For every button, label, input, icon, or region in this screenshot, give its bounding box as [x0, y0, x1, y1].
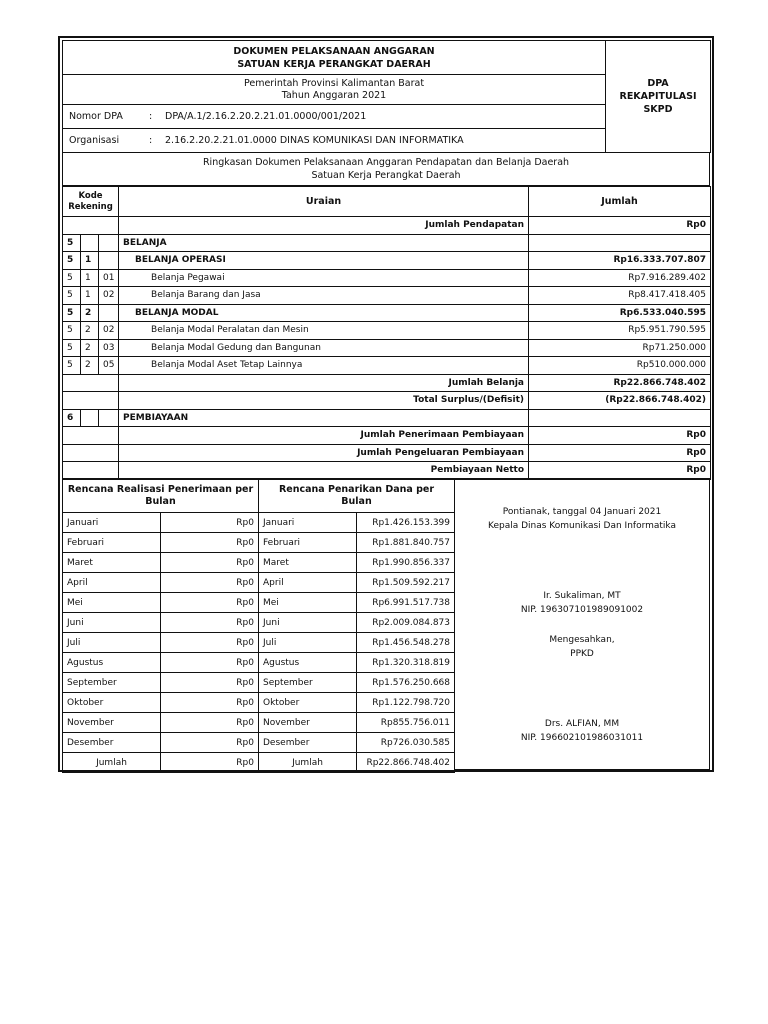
approver-name: Drs. ALFIAN, MM	[544, 719, 620, 729]
kode-2-cell: 1	[81, 269, 99, 287]
jumlah-cell: Rp71.250.000	[529, 339, 711, 357]
month-cell: April	[63, 573, 161, 593]
government-info	[63, 75, 606, 105]
table-row	[63, 613, 455, 633]
nomor-dpa-value: DPA/A.1/2.16.2.20.2.21.01.0000/001/2021	[165, 111, 367, 122]
month-cell: Agustus	[259, 653, 357, 673]
summary-title	[62, 152, 710, 186]
table-row	[63, 673, 455, 693]
uraian-cell: Jumlah Belanja	[119, 374, 529, 392]
table-row	[63, 287, 711, 305]
fiscal-year: Tahun Anggaran 2021	[281, 89, 387, 101]
kode-3-cell: 05	[99, 357, 119, 375]
penarikan-value-cell: Rp2.009.084.873	[357, 613, 455, 633]
kode-2-cell: 2	[81, 339, 99, 357]
document-title	[63, 41, 606, 75]
kode-cell	[63, 374, 119, 392]
kode-2-cell: 2	[81, 357, 99, 375]
approver-nip: NIP. 196602101986031011	[520, 733, 644, 743]
month-cell: Juni	[259, 613, 357, 633]
side-line-2: REKAPITULASI	[619, 91, 697, 102]
table-row	[63, 234, 711, 252]
kode-2-cell: 1	[81, 287, 99, 305]
jumlah-cell: Rp16.333.707.807	[529, 252, 711, 270]
uraian-cell: Belanja Modal Gedung dan Bangunan	[119, 339, 529, 357]
penarikan-value-cell: Rp1.881.840.757	[357, 533, 455, 553]
month-cell: Maret	[259, 553, 357, 573]
penarikan-value-cell: Rp1.456.548.278	[357, 633, 455, 653]
realisasi-value-cell: Rp0	[161, 593, 259, 613]
kode-1-cell: 5	[63, 269, 81, 287]
kode-1-cell: 5	[63, 234, 81, 252]
approval-label: Mengesahkan,	[549, 635, 615, 645]
kode-1-cell: 5	[63, 339, 81, 357]
kode-2-cell: 2	[81, 304, 99, 322]
table-row	[63, 392, 711, 410]
kode-3-cell: 03	[99, 339, 119, 357]
side-line-1: DPA	[647, 78, 669, 89]
uraian-cell: BELANJA OPERASI	[119, 252, 529, 270]
penarikan-value-cell: Rp726.030.585	[357, 733, 455, 753]
uraian-cell: PEMBIAYAAN	[119, 409, 529, 427]
penarikan-value-cell: Rp6.991.517.738	[357, 593, 455, 613]
side-line-3: SKPD	[643, 104, 673, 115]
uraian-cell: BELANJA MODAL	[119, 304, 529, 322]
kode-1-cell: 5	[63, 304, 81, 322]
kode-3-cell	[99, 304, 119, 322]
signatory-nip: NIP. 196307101989091002	[520, 605, 644, 615]
table-row	[63, 593, 455, 613]
kode-cell	[63, 462, 119, 480]
organisasi-name: DINAS KOMUNIKASI DAN INFORMATIKA	[279, 135, 464, 146]
kode-3-cell: 01	[99, 269, 119, 287]
kode-3-cell: 02	[99, 322, 119, 340]
month-cell: Januari	[259, 513, 357, 533]
organisasi-code: 2.16.2.20.2.21.01.0000	[165, 135, 277, 146]
month-cell: Februari	[259, 533, 357, 553]
signature-block	[454, 478, 710, 770]
table-row	[63, 444, 711, 462]
table-row	[63, 462, 711, 480]
table-row	[63, 553, 455, 573]
table-row	[63, 513, 455, 533]
signatory-name: Ir. Sukaliman, MT	[543, 591, 621, 601]
jumlah-cell: Rp0	[529, 427, 711, 445]
approver-role: PPKD	[570, 649, 594, 659]
summary-table-body	[63, 217, 711, 480]
document-header	[62, 40, 711, 153]
month-cell: Maret	[63, 553, 161, 573]
realisasi-value-cell: Rp0	[161, 553, 259, 573]
table-row	[63, 217, 711, 235]
place-date: Pontianak, tanggal 04 Januari 2021	[502, 507, 662, 517]
table-row	[63, 427, 711, 445]
jumlah-cell	[529, 409, 711, 427]
realisasi-value-cell: Rp0	[161, 633, 259, 653]
summary-table	[62, 186, 711, 480]
month-cell: Mei	[63, 593, 161, 613]
realisasi-value-cell: Rp0	[161, 693, 259, 713]
table-row	[63, 693, 455, 713]
table-row	[63, 653, 455, 673]
month-cell: Oktober	[259, 693, 357, 713]
summary-title-line-1: Ringkasan Dokumen Pelaksanaan Anggaran Pendapatan dan Belanja Daerah	[202, 157, 570, 168]
month-cell: Agustus	[63, 653, 161, 673]
column-header-realisasi: Rencana Realisasi Penerimaan per Bulan	[63, 479, 259, 513]
uraian-cell: Belanja Modal Peralatan dan Mesin	[119, 322, 529, 340]
penarikan-value-cell: Rp1.320.318.819	[357, 653, 455, 673]
monthly-total-label: Jumlah	[63, 753, 161, 773]
monthly-total-penarikan: Rp22.866.748.402	[357, 753, 455, 773]
uraian-cell: Jumlah Pendapatan	[119, 217, 529, 235]
kode-2-cell	[81, 409, 99, 427]
dpa-document	[58, 36, 714, 772]
penarikan-value-cell: Rp1.576.250.668	[357, 673, 455, 693]
signatory-position: Kepala Dinas Komunikasi Dan Informatika	[487, 521, 676, 531]
realisasi-value-cell: Rp0	[161, 733, 259, 753]
document-type-label	[606, 41, 711, 153]
monthly-total-realisasi: Rp0	[161, 753, 259, 773]
kode-1-cell: 5	[63, 252, 81, 270]
monthly-plan-table	[62, 478, 455, 773]
table-row	[63, 322, 711, 340]
table-row	[63, 304, 711, 322]
uraian-cell: Total Surplus/(Defisit)	[119, 392, 529, 410]
month-cell: Juli	[63, 633, 161, 653]
nomor-dpa-label: Nomor DPA	[69, 111, 123, 122]
jumlah-cell: Rp0	[529, 444, 711, 462]
column-header-uraian: Uraian	[119, 187, 529, 217]
organisasi-label: Organisasi	[69, 135, 120, 146]
column-header-kode: Kode Rekening	[63, 187, 119, 217]
month-cell: November	[259, 713, 357, 733]
realisasi-value-cell: Rp0	[161, 573, 259, 593]
title-line-2: SATUAN KERJA PERANGKAT DAERAH	[237, 58, 431, 70]
uraian-cell: Belanja Barang dan Jasa	[119, 287, 529, 305]
kode-2-cell: 1	[81, 252, 99, 270]
column-header-penarikan: Rencana Penarikan Dana per Bulan	[259, 479, 455, 513]
jumlah-cell: Rp510.000.000	[529, 357, 711, 375]
jumlah-cell: Rp5.951.790.595	[529, 322, 711, 340]
jumlah-cell: Rp0	[529, 217, 711, 235]
kode-2-cell	[81, 234, 99, 252]
table-row	[63, 269, 711, 287]
table-row	[63, 713, 455, 733]
column-header-jumlah: Jumlah	[529, 187, 711, 217]
realisasi-value-cell: Rp0	[161, 533, 259, 553]
colon: :	[149, 111, 153, 122]
month-cell: Desember	[63, 733, 161, 753]
month-cell: September	[259, 673, 357, 693]
jumlah-cell: Rp22.866.748.402	[529, 374, 711, 392]
realisasi-value-cell: Rp0	[161, 513, 259, 533]
realisasi-value-cell: Rp0	[161, 673, 259, 693]
jumlah-cell: Rp8.417.418.405	[529, 287, 711, 305]
penarikan-value-cell: Rp1.990.856.337	[357, 553, 455, 573]
bottom-section	[62, 478, 710, 770]
monthly-table-body	[63, 513, 455, 753]
uraian-cell: Belanja Pegawai	[119, 269, 529, 287]
table-row	[63, 357, 711, 375]
kode-3-cell: 02	[99, 287, 119, 305]
uraian-cell: BELANJA	[119, 234, 529, 252]
nomor-dpa-row	[63, 105, 606, 129]
table-row	[63, 409, 711, 427]
table-row	[63, 252, 711, 270]
kode-3-cell	[99, 252, 119, 270]
penarikan-value-cell: Rp1.509.592.217	[357, 573, 455, 593]
kode-3-cell	[99, 409, 119, 427]
month-cell: April	[259, 573, 357, 593]
kode-cell	[63, 392, 119, 410]
kode-cell	[63, 217, 119, 235]
kode-1-cell: 5	[63, 357, 81, 375]
jumlah-cell: Rp7.916.289.402	[529, 269, 711, 287]
kode-cell	[63, 427, 119, 445]
penarikan-value-cell: Rp1.426.153.399	[357, 513, 455, 533]
colon: :	[149, 135, 153, 146]
kode-1-cell: 6	[63, 409, 81, 427]
uraian-cell: Jumlah Pengeluaran Pembiayaan	[119, 444, 529, 462]
jumlah-cell: (Rp22.866.748.402)	[529, 392, 711, 410]
kode-1-cell: 5	[63, 287, 81, 305]
jumlah-cell: Rp6.533.040.595	[529, 304, 711, 322]
realisasi-value-cell: Rp0	[161, 653, 259, 673]
kode-3-cell	[99, 234, 119, 252]
table-row	[63, 533, 455, 553]
kode-1-cell: 5	[63, 322, 81, 340]
table-row	[63, 339, 711, 357]
uraian-cell: Jumlah Penerimaan Pembiayaan	[119, 427, 529, 445]
uraian-cell: Pembiayaan Netto	[119, 462, 529, 480]
kode-2-cell: 2	[81, 322, 99, 340]
month-cell: September	[63, 673, 161, 693]
jumlah-cell: Rp0	[529, 462, 711, 480]
realisasi-value-cell: Rp0	[161, 613, 259, 633]
kode-cell	[63, 444, 119, 462]
monthly-total-label-2: Jumlah	[259, 753, 357, 773]
uraian-cell: Belanja Modal Aset Tetap Lainnya	[119, 357, 529, 375]
table-row	[63, 374, 711, 392]
month-cell: Februari	[63, 533, 161, 553]
province-name: Pemerintah Provinsi Kalimantan Barat	[243, 77, 425, 89]
title-line-1: DOKUMEN PELAKSANAAN ANGGARAN	[233, 45, 435, 57]
realisasi-value-cell: Rp0	[161, 713, 259, 733]
jumlah-cell	[529, 234, 711, 252]
month-cell: Oktober	[63, 693, 161, 713]
table-row	[63, 633, 455, 653]
summary-title-line-2: Satuan Kerja Perangkat Daerah	[311, 170, 461, 181]
penarikan-value-cell: Rp855.756.011	[357, 713, 455, 733]
month-cell: Desember	[259, 733, 357, 753]
month-cell: Januari	[63, 513, 161, 533]
table-row	[63, 573, 455, 593]
penarikan-value-cell: Rp1.122.798.720	[357, 693, 455, 713]
month-cell: November	[63, 713, 161, 733]
month-cell: Mei	[259, 593, 357, 613]
table-row	[63, 733, 455, 753]
organisasi-row	[63, 129, 606, 153]
month-cell: Juli	[259, 633, 357, 653]
month-cell: Juni	[63, 613, 161, 633]
